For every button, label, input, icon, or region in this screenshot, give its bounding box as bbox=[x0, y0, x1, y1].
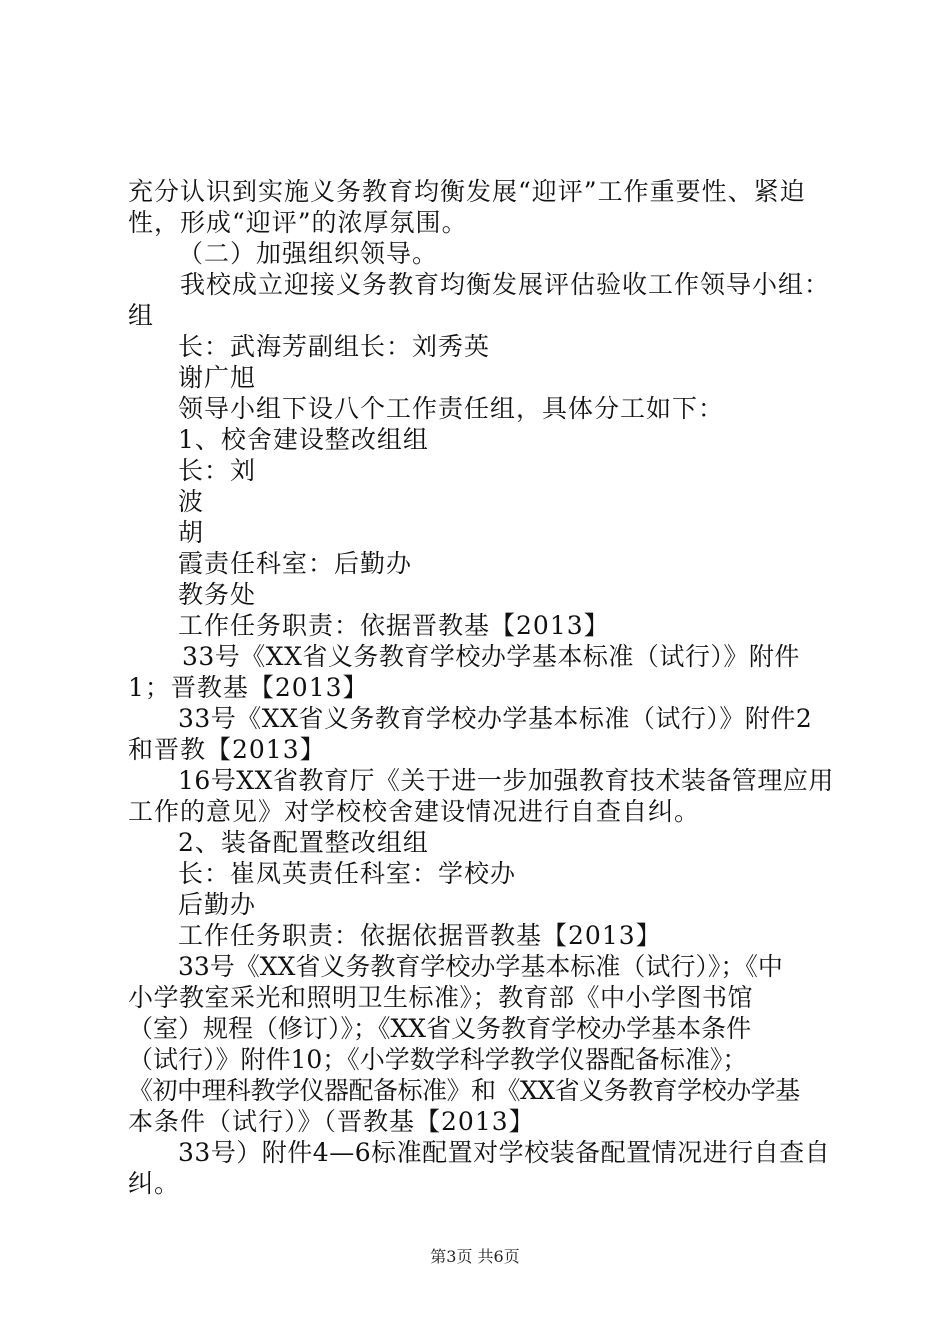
page-footer: 第3页 共6页 bbox=[430, 1247, 520, 1266]
text-line: 我校成立迎接义务教育均衡发展评估验收工作领导小组： bbox=[180, 270, 831, 299]
text-line: 工作任务职责：依据依据晋教基【2013】 bbox=[178, 921, 662, 950]
text-line: （试行）》附件10；《小学数学科学教学仪器配备标准》； bbox=[128, 1045, 748, 1074]
text-line: 后勤办 bbox=[178, 890, 257, 919]
text-line: 33号）附件4—6标准配置对学校装备配置情况进行自查自 bbox=[178, 1138, 831, 1167]
text-line: 领导小组下设八个工作责任组，具体分工如下： bbox=[178, 394, 725, 423]
text-line: 胡 bbox=[178, 518, 205, 547]
text-line: 33号《XX省义务教育学校办学基本标准（试行）》；《中 bbox=[178, 952, 783, 981]
text-line: 长：武海芳副组长：刘秀英 bbox=[178, 332, 491, 361]
text-line: 33号《XX省义务教育学校办学基本标准（试行）》附件2 bbox=[178, 704, 813, 733]
text-line: 工作任务职责：依据晋教基【2013】 bbox=[178, 611, 610, 640]
text-line: 长：刘 bbox=[178, 456, 257, 485]
text-line: 教务处 bbox=[178, 580, 257, 609]
text-line: 本条件（试行）》（晋教基【2013】 bbox=[128, 1107, 535, 1136]
text-line: 纠。 bbox=[128, 1169, 181, 1198]
text-line: 谢广旭 bbox=[178, 363, 257, 392]
text-line: （室）规程（修订）》；《XX省义务教育学校办学基本条件 bbox=[128, 1014, 752, 1043]
text-line: 性，形成“迎评”的浓厚氛围。 bbox=[128, 208, 468, 237]
text-line: 长：崔凤英责任科室：学校办 bbox=[178, 859, 517, 888]
text-line: 2、装备配置整改组组 bbox=[178, 828, 429, 857]
text-line: 工作的意见》对学校校舍建设情况进行自查自纠。 bbox=[128, 797, 701, 826]
text-line: 1；晋教基【2013】 bbox=[128, 673, 369, 702]
text-line: 33号《XX省义务教育学校办学基本标准（试行）》附件 bbox=[182, 642, 800, 671]
text-line: 霞责任科室：后勤办 bbox=[178, 549, 413, 578]
text-line: 和晋教【2013】 bbox=[128, 735, 326, 764]
text-line: 小学教室采光和照明卫生标准》；教育部《中小学图书馆 bbox=[128, 983, 754, 1012]
text-line: 1、校舍建设整改组组 bbox=[178, 425, 429, 454]
text-line: 16号XX省教育厅《关于进一步加强教育技术装备管理应用 bbox=[178, 766, 834, 795]
section-heading: （二）加强组织领导。 bbox=[178, 239, 439, 268]
text-line: 组 bbox=[128, 301, 155, 330]
text-line: 充分认识到实施义务教育均衡发展“迎评”工作重要性、紧迫 bbox=[128, 177, 806, 206]
text-line: 《初中理科教学仪器配备标准》和《XX省义务教育学校办学基 bbox=[128, 1076, 800, 1105]
text-line: 波 bbox=[178, 487, 205, 516]
